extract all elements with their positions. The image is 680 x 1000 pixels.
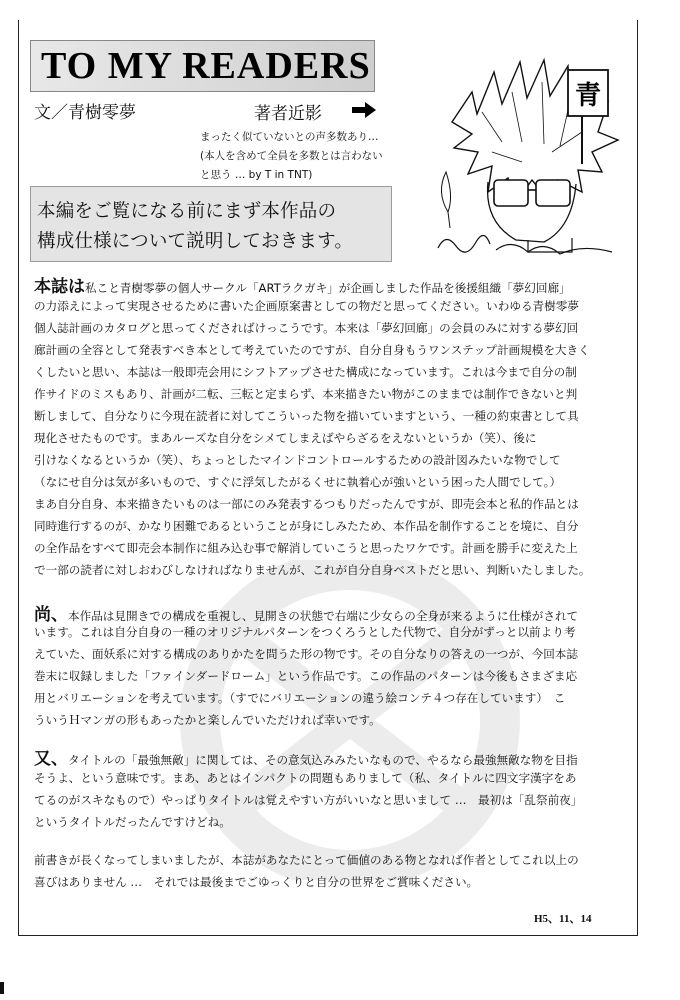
date-stamp: H5、11、14 — [534, 913, 592, 925]
caption-line: (本人を含めて全員を多数とは言わない — [200, 150, 383, 162]
body-line: 現化させたものです。まあルーズな自分をシメてしまえばやらざるをえないというか（笑）、後に — [34, 431, 537, 445]
body-line: 巻末に収録しました「ファインダードローム」という作品です。この作品のパターンは今後もさまざま応 — [34, 669, 578, 683]
portrait-sign-text: 青 — [574, 81, 602, 111]
body-line: 前書きが長くなってしまいましたが、本誌があなたにとって価値のある物となれば作者としてこれ以上の — [34, 853, 579, 867]
body-line: くしたいと思い、本誌は一般即売会用にシフトアップさせた構成になっています。これは今まで自分の制 — [34, 365, 577, 379]
paragraph-lead: 尚、 — [34, 605, 68, 625]
author-portrait-illustration — [432, 52, 628, 260]
body-line: 作サイドのミスもあり、計画が二転、三転と定まらず、本来描きたい物がこのままでは制作できないと判 — [34, 387, 578, 401]
body-line: 廊計画の全容として発表すべき本として考えていたのですが、自分自身もうワンステップ計画規模を大きく — [34, 343, 590, 357]
body-text: 私こと青樹零夢の個人サークル「ARTラクガキ」が企画しました作品を後援組織「夢幻回廊」 — [85, 281, 571, 295]
body-line: 断しまして、自分なりに今現在読者に対してこういった物を描いていますという、一種の約束書として具 — [34, 409, 579, 423]
title-banner — [30, 40, 375, 92]
body-line: まあ自分自身、本来描きたいものは一部にのみ発表するつもりだったんですが、即売会本と私的作品とは — [34, 497, 579, 511]
body-line: というタイトルだったんですけどね。 — [34, 815, 231, 829]
paragraph-lead: 本誌は — [34, 277, 85, 297]
caption-line: まったく似ていないとの声多数あり… — [200, 131, 379, 143]
body-line: 引けなくなるというか（笑）、ちょっとしたマインドコントロールするための設計図みたいな物でして — [34, 453, 561, 467]
body-line — [34, 744, 578, 769]
caption-line: と思う … by T in TNT) — [200, 169, 313, 181]
intro-line: 構成仕様について説明しておきます。 — [37, 231, 354, 252]
body-line — [34, 272, 571, 297]
body-line: の全作品をすべて即売会本制作に組み込む事で解消していこうと思ったワケです。計画を勝手に変えた上 — [34, 541, 578, 555]
body-line: そうよ、という意味です。まあ、あとはインパクトの問題もありまして（私、タイトルに四文字漢字をあ — [34, 771, 577, 785]
body-line — [34, 600, 578, 625]
body-line: 用とバリエーションを考えています。（すでにバリエーションの違う絵コンテ４つ存在しています） こ — [34, 691, 566, 705]
body-line: てるのがスキなもので）やっぱりタイトルは覚えやすい方がいいなと思いまして … 最初は「乱祭前夜」 — [34, 793, 583, 807]
page-edge-mark — [0, 982, 4, 994]
body-line: 同時進行するのが、かなり困難であるということが身にしみたため、本作品を制作することを境に、自分 — [34, 519, 579, 533]
body-line: います。これは自分自身の一種のオリジナルパターンをつくろうとした代物で、自分がずっと以前より考 — [34, 625, 576, 639]
body-line: 個人誌計画のカタログと思ってくださればけっこうです。本来は「夢幻回廊」の会員のみに対する夢幻回 — [34, 321, 579, 335]
body-line: で一部の読者に対しおわびしなければなりませんが、これが自分自身ベストだと思い、判断いたしました。 — [34, 563, 591, 577]
page-title: TO MY READERS — [41, 45, 371, 87]
intro-line: 本編をご覧になる前にまず本作品の — [37, 201, 337, 222]
author-photo-label: 著者近影 — [254, 104, 322, 124]
photo-caption — [200, 128, 383, 185]
body-line: ういうＨマンガの形もあったかと楽しんでいただければ幸いです。 — [34, 713, 381, 727]
body-line: えていた、面妖系に対する構成のありかたを問うた形の物です。その自分なりの答えの一つが、今回本誌 — [34, 647, 578, 661]
body-text: タイトルの「最強無敵」に関しては、その意気込みみたいなもので、やるなら最強無敵な物を目指 — [68, 753, 578, 767]
intro-callout — [30, 186, 392, 262]
paragraph-lead: 又、 — [34, 749, 68, 769]
body-line: 喜びはありません … それでは最後までごゆっくりと自分の世界をご賞味ください。 — [34, 875, 479, 889]
body-text: 本作品は見開きでの構成を重視し、見開きの状態で右端に少女らの全身が来るように仕様がされて — [68, 609, 579, 623]
body-line: の力添えによって実現させるために書いた企画原案書としての物だと思ってください。いわゆる青樹零夢 — [34, 299, 579, 313]
author-byline: 文／青樹零夢 — [34, 103, 136, 123]
body-line: （なにせ自分は気が多いもので、すぐに浮気したがるくせに執着心が強いという困った人間でして。） — [34, 475, 562, 489]
arrow-right-icon — [352, 102, 376, 118]
